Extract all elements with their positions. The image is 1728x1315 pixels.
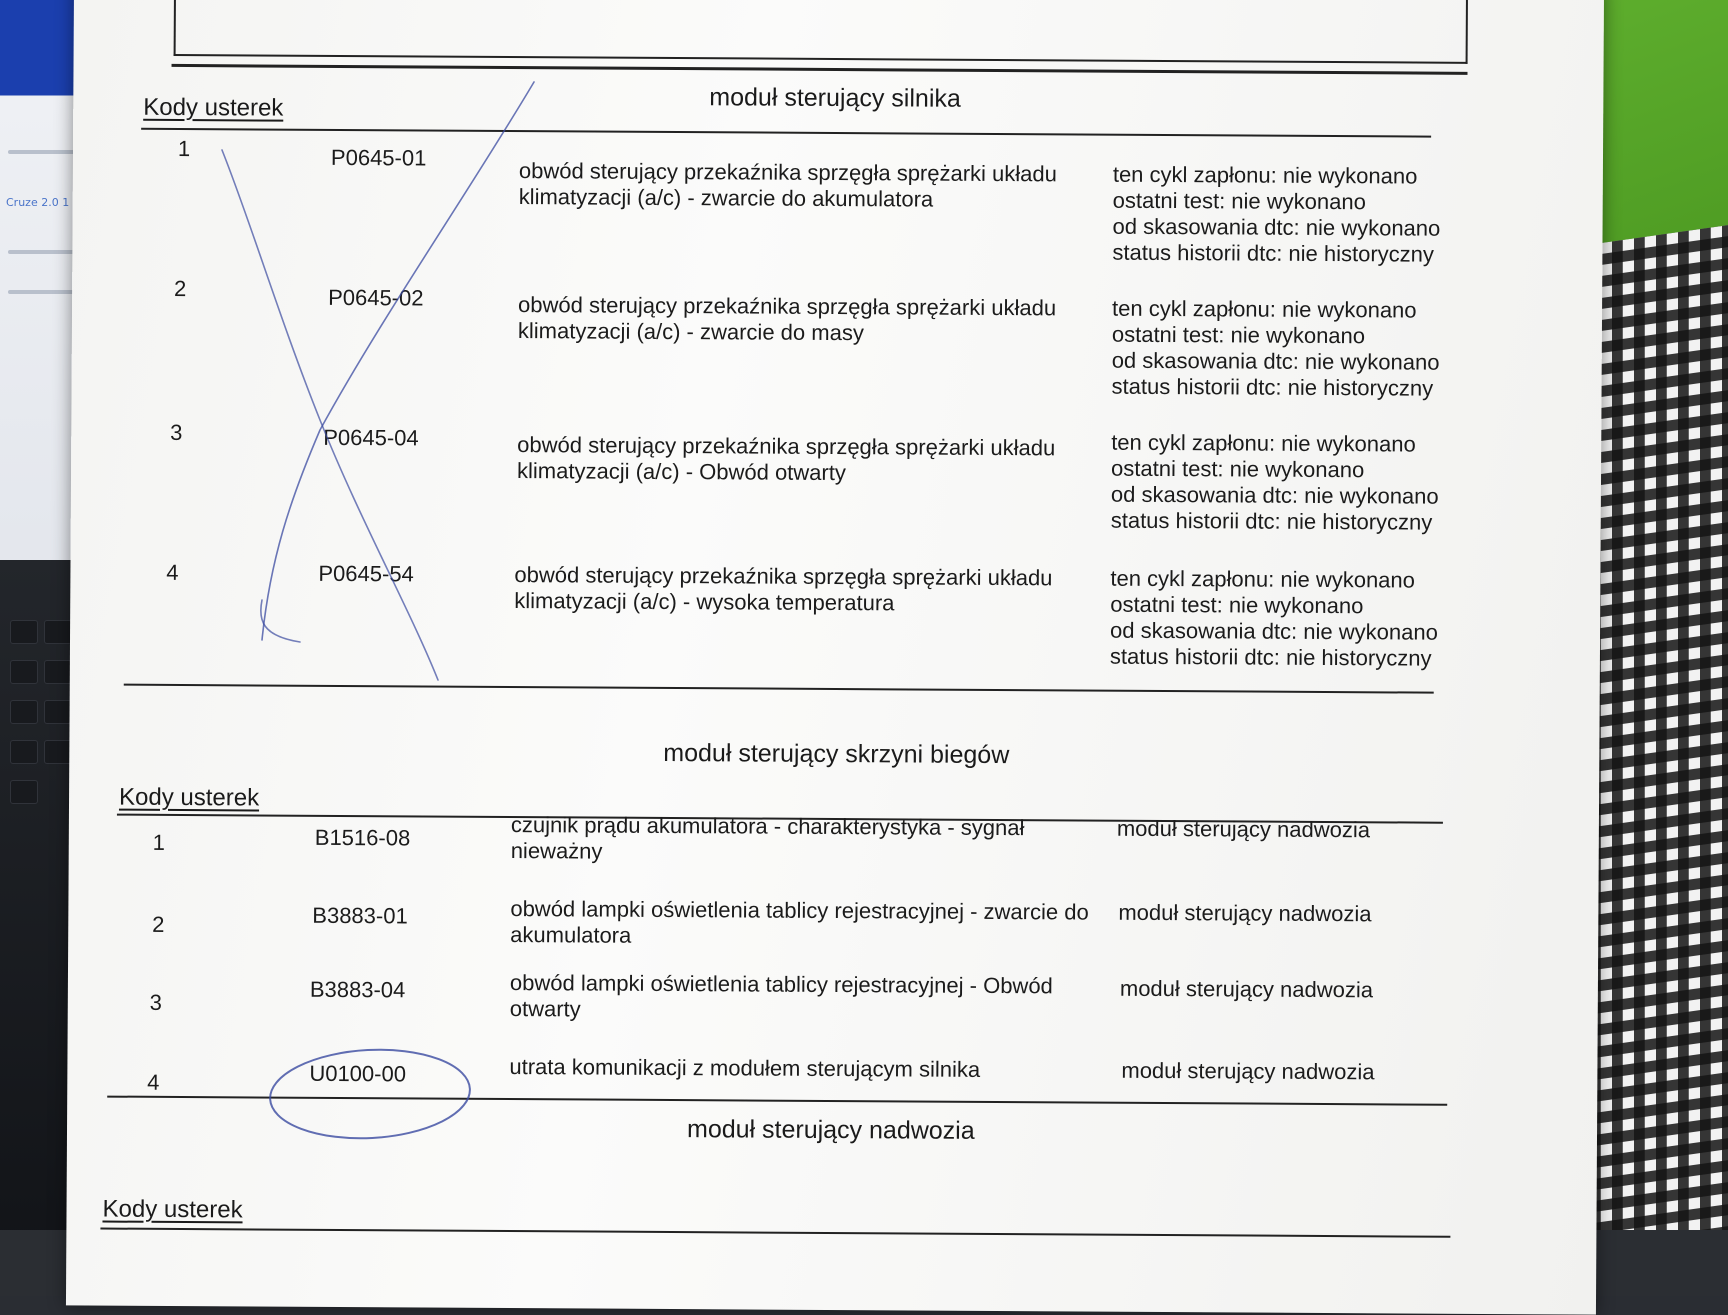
status-line: status historii dtc: nie historyczny [1110,507,1433,535]
fault-description: obwód lampki oświetlenia tablicy rejestracyjnej - zwarcie do akumulatora [510,896,1089,948]
fault-module: moduł sterujący nadwozia [1116,815,1371,843]
status-line: status historii dtc: nie historyczny [1111,373,1434,401]
row-number: 4 [147,1069,160,1095]
row-number: 3 [149,989,163,1015]
fault-code: P0645-04 [323,424,419,451]
table-row [72,275,1603,404]
fault-code: P0645-54 [318,560,414,587]
fault-description: obwód sterujący przekaźnika sprzęgła sprężarki układu klimatyzacji (a/c) - zwarcie do masy [517,292,1057,346]
section-title-engine: moduł sterujący silnika [709,83,961,113]
fault-code: U0100-00 [309,1060,407,1087]
top-rule [172,64,1468,75]
status-line: status historii dtc: nie historyczny [1112,239,1435,267]
status-line: status historii dtc: nie historyczny [1109,643,1432,671]
top-box [174,0,1468,64]
fault-module: moduł sterujący nadwozia [1118,899,1372,927]
codes-label: Kody usterek [143,93,284,122]
fault-status [1111,430,1439,536]
status-line: od skasowania dtc: nie wykonano [1111,347,1440,375]
fault-status [1112,296,1440,402]
table-row [71,419,1602,548]
fault-status [1110,566,1438,672]
section-rule [100,1228,1450,1238]
fault-description: obwód sterujący przekaźnika sprzęgła sprężarki układu klimatyzacji (a/c) - zwarcie do akumulatora [518,158,1058,212]
fault-description: obwód sterujący przekaźnika sprzęgła sprężarki układu klimatyzacji (a/c) - wysoka temperatura [514,562,1053,616]
table-row [70,559,1601,688]
row-number: 4 [166,559,179,585]
fault-code: P0645-01 [330,144,427,171]
status-line: ten cykl zapłonu: nie wykonano [1111,429,1416,457]
screen-ui-line [8,250,78,254]
status-line: ostatni test: nie wykonano [1112,187,1366,215]
fault-code: B1516-08 [314,824,411,851]
fault-description: obwód lampki oświetlenia tablicy rejestracyjnej - Obwód otwarty [509,970,1053,1022]
fault-description: utrata komunikacji z modułem sterującym silnika [509,1054,981,1082]
status-line: ten cykl zapłonu: nie wykonano [1111,295,1417,323]
codes-label: Kody usterek [102,1195,243,1224]
fault-code: B3883-04 [309,976,406,1003]
status-line: ostatni test: nie wykonano [1110,591,1364,619]
status-line: ostatni test: nie wykonano [1111,321,1366,349]
row-number: 1 [177,135,191,162]
fault-code: B3883-01 [312,902,408,929]
row-number: 2 [152,911,165,937]
status-line: od skasowania dtc: nie wykonano [1110,617,1438,645]
printed-report-page [66,0,1604,1315]
row-number: 2 [173,275,187,302]
table-row [72,135,1603,267]
codes-label: Kody usterek [118,783,260,812]
laptop-screen-text: Cruze 2.0 1 [6,196,70,209]
fault-code: P0645-02 [328,284,424,311]
row-number: 1 [152,829,165,855]
status-line: od skasowania dtc: nie wykonano [1110,481,1439,509]
section-title-gearbox: moduł sterujący skrzyni biegów [663,738,1010,770]
status-line: od skasowania dtc: nie wykonano [1112,213,1441,241]
fault-description: czujnik prądu akumulatora - charakterystyka - sygnał nieważny [510,812,1025,864]
status-line: ten cykl zapłonu: nie wykonano [1110,565,1416,593]
fault-module: moduł sterujący nadwozia [1119,975,1374,1003]
fault-status [1112,162,1440,268]
status-line: ten cykl zapłonu: nie wykonano [1112,161,1418,189]
section-title-body: moduł sterujący nadwozia [686,1115,975,1145]
status-line: ostatni test: nie wykonano [1111,455,1365,483]
fault-module: moduł sterujący nadwozia [1121,1057,1375,1085]
fault-description: obwód sterujący przekaźnika sprzęgła sprężarki układu klimatyzacji (a/c) - Obwód otwarty [516,432,1056,486]
row-number: 3 [170,419,183,446]
